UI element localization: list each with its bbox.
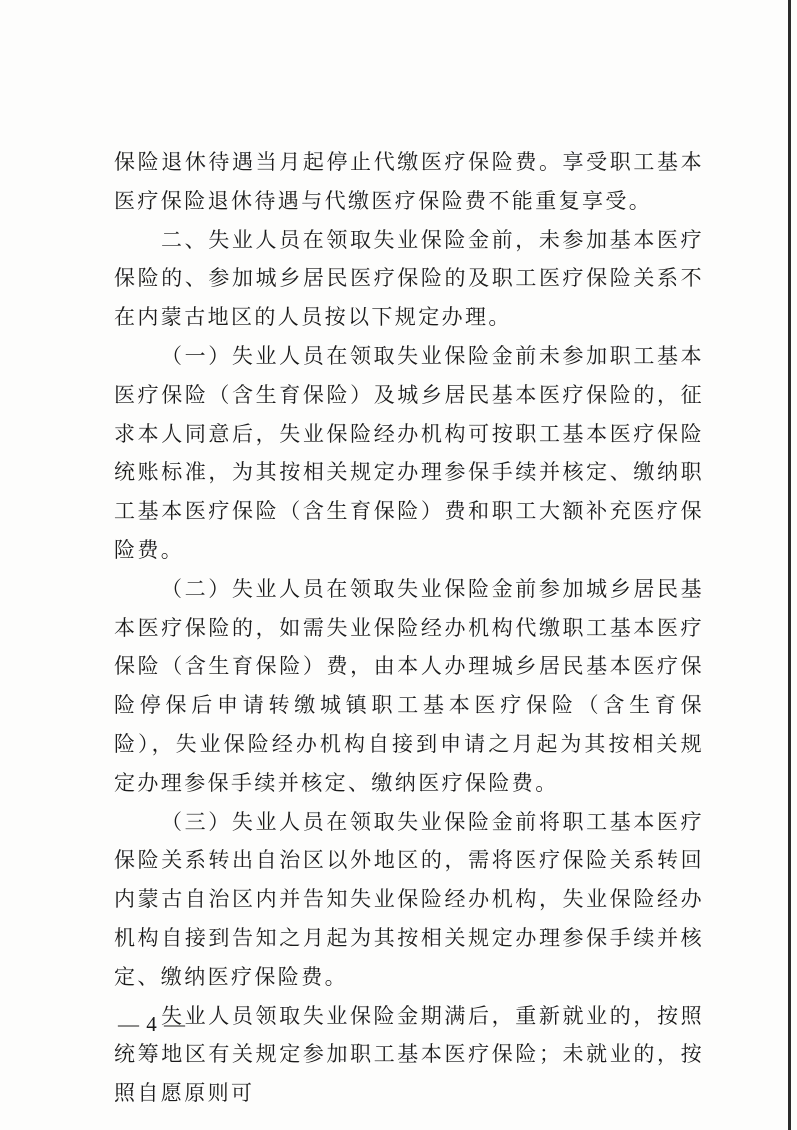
paragraph-4: （二）失业人员在领取失业保险金前参加城乡居民基本医疗保险的，如需失业保险经办机构代缴职工基本医疗保险（含生育保险）费，由本人办理城乡居民基本医疗保险停保后申请转缴城镇职工基本医疗保险（含生育保险），失业保险经办机构自接到申请之月起为其按相关规定办理参保手续并核定、缴纳医疗保险费。 (114, 576, 704, 795)
paragraph-6: 失业人员领取失业保险金期满后，重新就业的，按照统筹地区有关规定参加职工基本医疗保险；未就业的，按照自愿原则可 (114, 1003, 704, 1106)
paragraph-5: （三）失业人员在领取失业保险金前将职工基本医疗保险关系转出自治区以外地区的，需将医疗保险关系转回内蒙古自治区内并告知失业保险经办机构，失业保险经办机构自接到告知之月起为其按相关规定办理参保手续并核定、缴纳医疗保险费。 (114, 809, 704, 989)
body-text (114, 143, 704, 1113)
scan-edge-line (788, 0, 791, 1130)
paragraph-2: 二、失业人员在领取失业保险金前，未参加基本医疗保险的、参加城乡居民医疗保险的及职工医疗保险关系不在内蒙古地区的人员按以下规定办理。 (114, 227, 704, 330)
paragraph-1: 保险退休待遇当月起停止代缴医疗保险费。享受职工基本医疗保险退休待遇与代缴医疗保险费不能重复享受。 (114, 150, 704, 213)
page-number: — 4 — (118, 1012, 186, 1036)
paragraph-3: （一）失业人员在领取失业保险金前未参加职工基本医疗保险（含生育保险）及城乡居民基本医疗保险的，征求本人同意后，失业保险经办机构可按职工基本医疗保险统账标准，为其按相关规定办理参保手续并核定、缴纳职工基本医疗保险（含生育保险）费和职工大额补充医疗保险费。 (114, 343, 704, 562)
